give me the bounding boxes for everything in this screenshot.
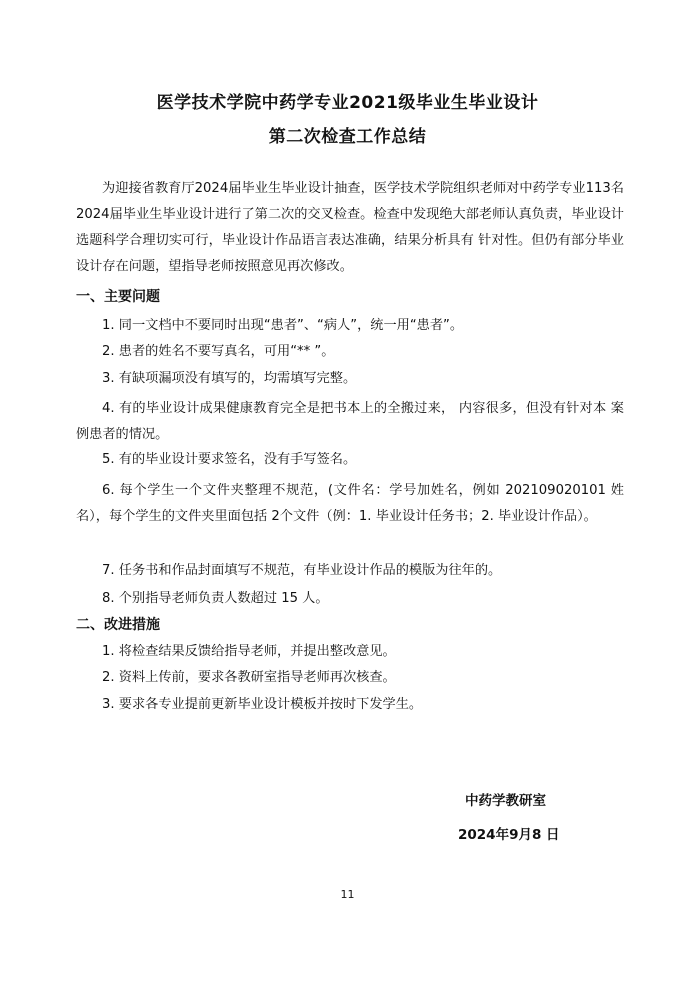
document-title: 医学技术学院中药学专业2021级毕业生毕业设计	[156, 93, 539, 113]
problem-item-8: 8. 个别指导老师负责人数超过 15 人。	[102, 591, 329, 606]
problem-item-2: 2. 患者的姓名不要写真名，可用“** ”。	[102, 344, 335, 359]
signature-office: 中药学教研室	[465, 793, 546, 809]
signature-date: 2024年9月8 日	[458, 827, 560, 843]
problem-item-5: 5. 有的毕业设计要求签名，没有手写签名。	[102, 452, 357, 467]
problem-item-7: 7. 任务书和作品封面填写不规范，有毕业设计作品的模版为往年的。	[102, 563, 502, 578]
page-number: 11	[340, 888, 355, 901]
problem-item-3: 3. 有缺项漏项没有填写的，均需填写完整。	[102, 371, 357, 386]
improvement-item-3: 3. 要求各专业提前更新毕业设计模板并按时下发学生。	[102, 697, 423, 712]
problem-item-1: 1. 同一文档中不要同时出现“患者”、“病人”，统一用“患者”。	[102, 318, 464, 333]
section-heading-problems: 一、主要问题	[76, 289, 160, 305]
section-heading-improvements: 二、改进措施	[76, 617, 160, 633]
problem-item-4: 4. 有的毕业设计成果健康教育完全是把书本上的全搬过来， 内容很多，但没有针对本 案例患者的情况。	[76, 401, 624, 442]
improvement-item-1: 1. 将检查结果反馈给指导老师，并提出整改意见。	[102, 644, 396, 659]
document-subtitle: 第二次检查工作总结	[268, 127, 427, 147]
improvement-item-2: 2. 资料上传前，要求各教研室指导老师再次核查。	[102, 670, 396, 685]
problem-item-6: 6. 每个学生一个文件夹整理不规范，(文件名：学号加姓名，例如 202109020101 姓 名），每个学生的文件夹里面包括 2个文件（例：1. 毕业设计任务书；2. 毕业设计作品）。	[76, 483, 624, 524]
intro-paragraph: 为迎接省教育厅2024届毕业生毕业设计抽查，医学技术学院组织老师对中药学专业113名2024届毕业生毕业设计进行了第二次的交叉检查。检查中发现绝大部老师认真负责，毕业设计选题科学合理切实可行，毕业设计作品语言表达准确，结果分析具有 针对性。但仍有部分毕业设计存在问题，望指导老师按照意见再次修改。	[76, 181, 624, 274]
